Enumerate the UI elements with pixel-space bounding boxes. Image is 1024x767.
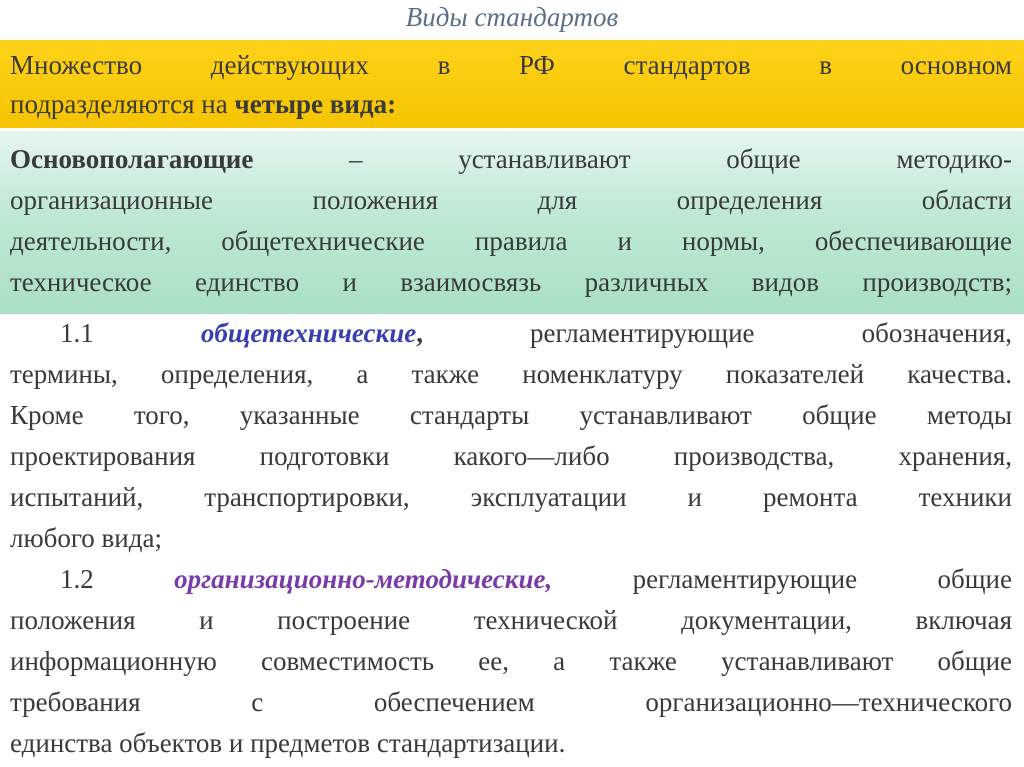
intro-block — [0, 40, 1024, 128]
fundamental-term: Основополагающие — [10, 144, 254, 174]
fundamental-line-1-rest: – устанавливают общие методико- — [253, 144, 1012, 174]
item1-term: общетехнические — [200, 318, 417, 348]
item1-number: 1.1 — [60, 318, 201, 348]
item2-line-5: единства объектов и предметов стандартизации. — [10, 728, 566, 758]
intro-emphasis: четыре вида: — [234, 89, 397, 119]
intro-line-2 — [10, 85, 1012, 124]
item2-term: организационно-методические — [174, 564, 546, 594]
fundamental-line-1 — [10, 139, 1012, 180]
item1-line-1 — [10, 313, 1012, 354]
item1-line-2: термины, определения, а также номенклатуру показателей качества. — [10, 359, 1012, 389]
fundamental-block — [0, 131, 1024, 314]
fundamental-line-3: деятельности, общетехнические правила и нормы, обеспечивающие — [10, 226, 1012, 256]
item1-line-3: Кроме того, указанные стандарты устанавливают общие методы — [10, 400, 1012, 430]
item1-comma: , — [416, 318, 423, 348]
item2-line-2: положения и построение технической документации, включая — [10, 605, 1012, 635]
item1-line-1-rest: регламентирующие обозначения, — [422, 318, 1012, 348]
slide-title: Виды стандартов — [405, 2, 619, 32]
item2-number: 1.2 — [60, 564, 175, 594]
fundamental-line-2: организационные положения для определения области — [10, 185, 1012, 215]
main-text — [0, 313, 1024, 764]
item1-line-4: проектирования подготовки какого—либо производства, хранения, — [10, 441, 1012, 471]
item1-line-6: любого вида; — [10, 523, 162, 553]
intro-line-2-text: подразделяются на — [10, 89, 235, 119]
item2-line-1 — [10, 559, 1012, 600]
item1-line-5: испытаний, транспортировки, эксплуатации и ремонта техники — [10, 482, 1012, 512]
intro-line-1: Множество действующих в РФ стандартов в основном — [10, 50, 1012, 80]
item2-line-4: требования с обеспечением организационно—технического — [10, 687, 1012, 717]
item2-line-1-rest: регламентирующие общие — [552, 564, 1012, 594]
fundamental-line-4: техническое единство и взаимосвязь различных видов производств; — [10, 267, 1012, 297]
item2-line-3: информационную совместимость ее, а также устанавливают общие — [10, 646, 1012, 676]
item2-comma: , — [545, 564, 553, 594]
